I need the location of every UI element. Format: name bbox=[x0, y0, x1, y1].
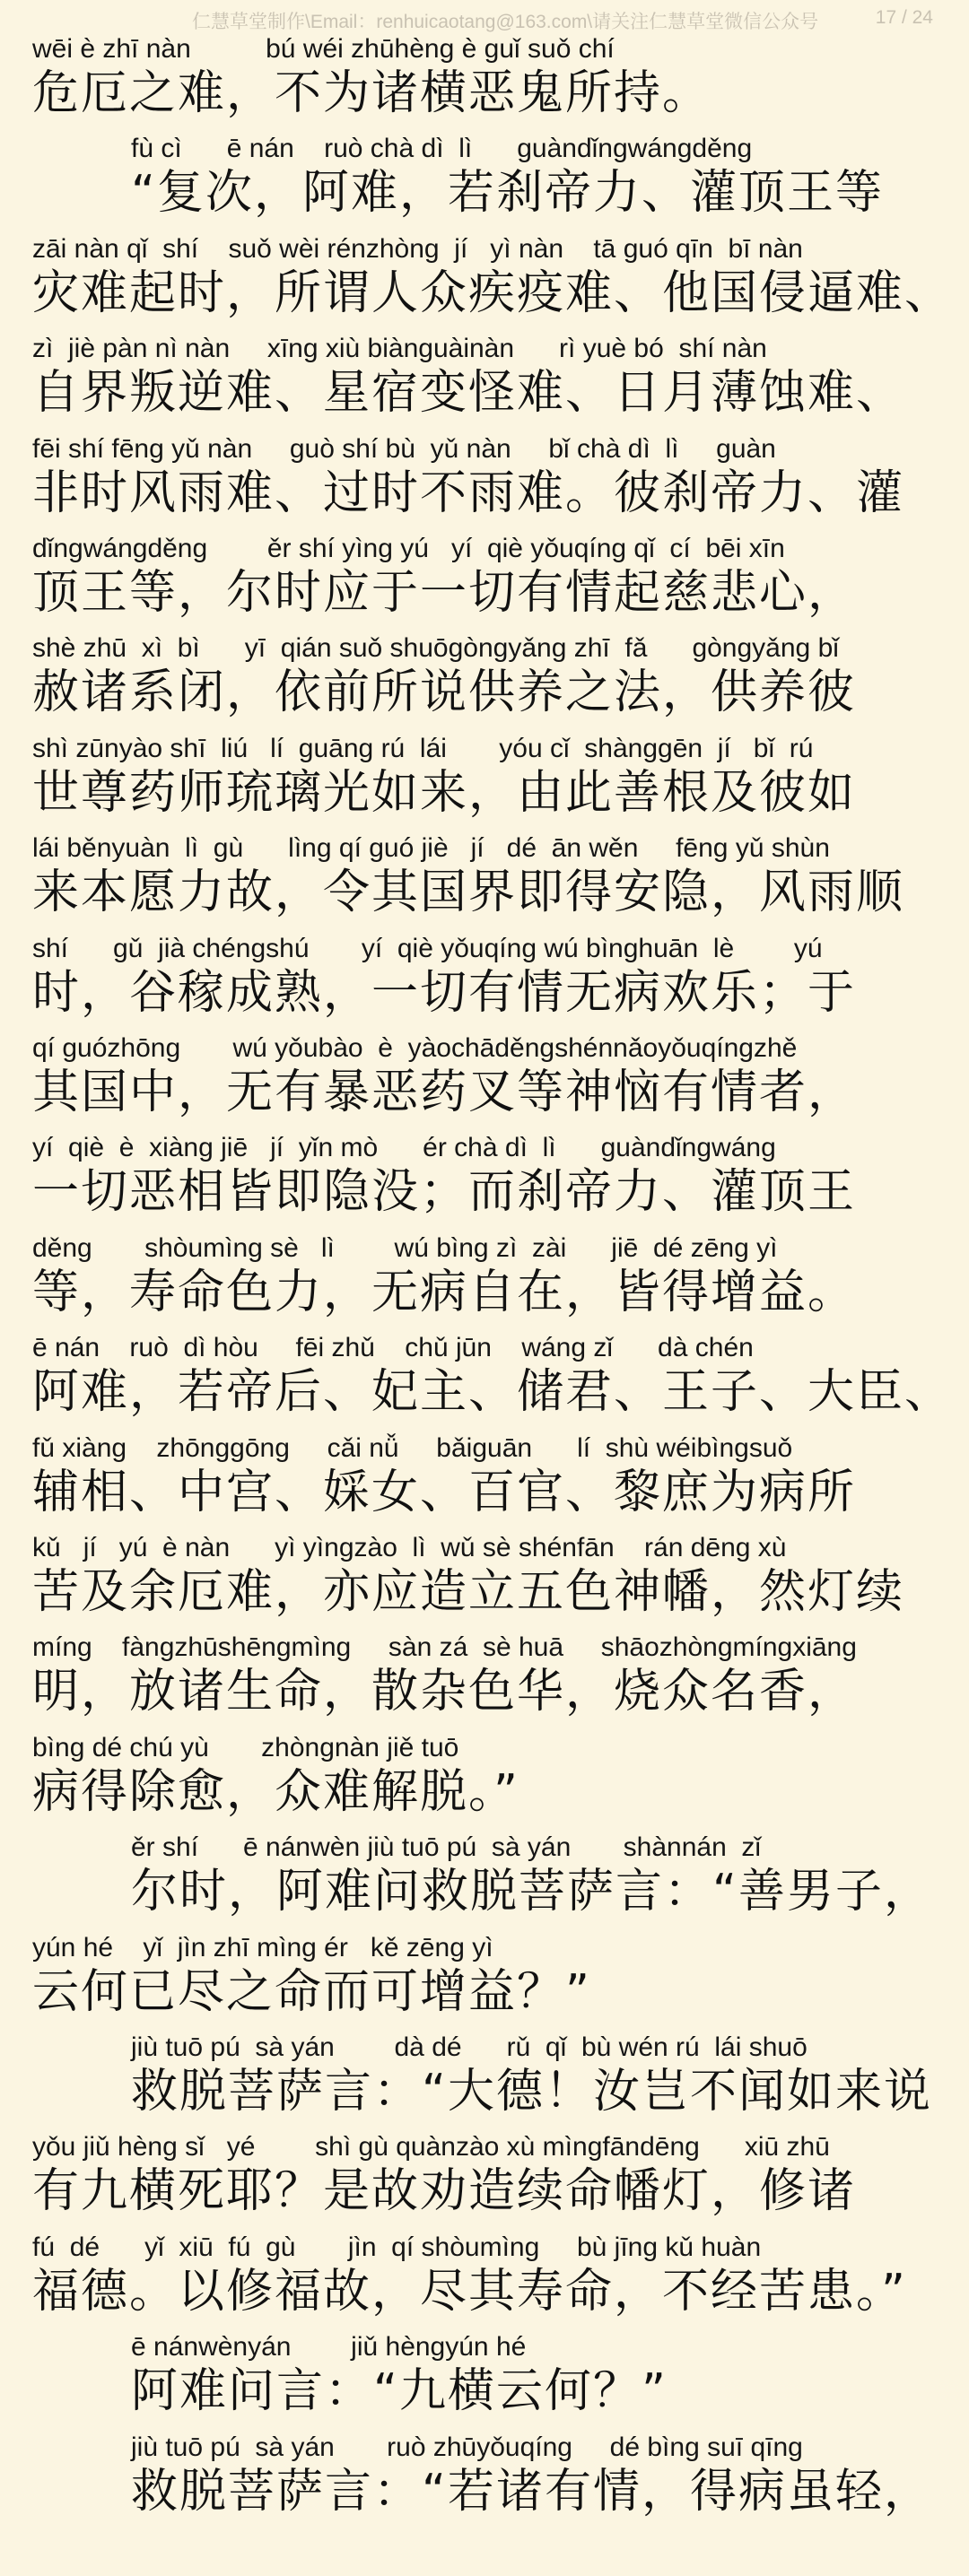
pinyin-annotation: fǔ xiàng zhōnggōng cǎi nǚ bǎiguān lí shù wéibìngsuǒ bbox=[32, 1432, 793, 1463]
scripture-line: 病得除愈，众难解脱。” bbox=[32, 1764, 519, 1819]
pinyin-annotation: bìng dé chú yù zhòngnàn jiě tuō bbox=[32, 1732, 459, 1762]
pinyin-annotation: míng fàngzhūshēngmìng sàn zá sè huā shāozhòngmíngxiāng bbox=[32, 1632, 857, 1663]
pinyin-annotation: yǒu jiǔ hèng sǐ yé shì gù quànzào xù mìngfāndēng xiū zhū bbox=[32, 2132, 830, 2163]
pinyin-annotation: qí guózhōng wú yǒubào è yàochāděngshénnǎoyǒuqíngzhě bbox=[32, 1033, 798, 1063]
scripture-line: 危厄之难，不为诸横恶鬼所持。 bbox=[32, 66, 711, 120]
scripture-line: 时，谷稼成熟，一切有情无病欢乐；于 bbox=[32, 965, 857, 1020]
pinyin-annotation: fú dé yǐ xiū fú gù jìn qí shòumìng bù jīng kǔ huàn bbox=[32, 2232, 762, 2262]
pinyin-annotation: fù cì ē nán ruò chà dì lì guàndǐngwángděng bbox=[131, 134, 753, 164]
pinyin-annotation: shè zhū xì bì yī qián suǒ shuōgòngyǎng zhī fǎ gòngyǎng bǐ bbox=[32, 633, 839, 664]
pinyin-annotation: lái běnyuàn lì gù lìng qí guó jiè jí dé ān wěn fēng yǔ shùn bbox=[32, 833, 830, 864]
scripture-line: 阿难问言：“九横云何？” bbox=[131, 2364, 668, 2419]
pinyin-annotation: kǔ jí yú è nàn yì yìngzào lì wǔ sè shénfān rán dēng xù bbox=[32, 1533, 787, 1562]
scripture-line: 辅相、中宫、婇女、百官、黎庶为病所 bbox=[32, 1465, 857, 1519]
scripture-line: “复次，阿难，若刹帝力、灌顶王等 bbox=[131, 166, 884, 221]
pinyin-annotation: wēi è zhī nàn bú wéi zhūhèng è guǐ suǒ chí bbox=[32, 34, 615, 64]
scripture-line: 顶王等，尔时应于一切有情起慈悲心， bbox=[32, 566, 857, 620]
scripture-line: 救脱菩萨言：“大德！汝岂不闻如来说 bbox=[131, 2065, 932, 2119]
page-indicator: 17 / 24 bbox=[875, 7, 933, 28]
pinyin-annotation: dǐngwángděng ěr shí yìng yú yí qiè yǒuqíng qǐ cí bēi xīn bbox=[32, 534, 785, 563]
scripture-line: 云何已尽之命而可增益？” bbox=[32, 1964, 591, 2019]
scripture-line: 世尊药师琉璃光如来，由此善根及彼如 bbox=[32, 765, 857, 820]
pinyin-annotation: jiù tuō pú sà yán ruò zhūyǒuqíng dé bìng suī qīng bbox=[131, 2432, 803, 2462]
producer-credit: 仁慧草堂制作\Email：renhuicaotang@163.com\请关注仁慧草堂微信公众号 bbox=[192, 12, 819, 32]
scripture-line: 非时风雨难、过时不雨难。彼刹帝力、灌 bbox=[32, 466, 905, 520]
scripture-line: 自界叛逆难、星宿变怪难、日月薄蚀难、 bbox=[32, 366, 905, 421]
pinyin-annotation: fēi shí fēng yǔ nàn guò shí bù yǔ nàn bǐ chà dì lì guàn bbox=[32, 433, 776, 464]
scripture-line: 苦及余厄难，亦应造立五色神幡，然灯续 bbox=[32, 1565, 905, 1619]
scripture-line: 赦诸系闭，依前所说供养之法，供养彼 bbox=[32, 666, 857, 720]
scripture-line: 明，放诸生命，散杂色华，烧众名香， bbox=[32, 1665, 857, 1719]
scripture-line: 灾难起时，所谓人众疾疫难、他国侵逼难、 bbox=[32, 265, 954, 320]
scripture-line: 救脱菩萨言：“若诸有情，得病虽轻， bbox=[131, 2464, 932, 2519]
scripture-line: 尔时，阿难问救脱菩萨言：“善男子， bbox=[131, 1865, 932, 1919]
pinyin-annotation: zì jiè pàn nì nàn xīng xiù biànguàinàn rì yuè bó shí nàn bbox=[32, 334, 767, 364]
pinyin-annotation: ē nán ruò dì hòu fēi zhǔ chǔ jūn wáng zǐ dà chén bbox=[32, 1333, 754, 1363]
scripture-line: 福德。以修福故，尽其寿命，不经苦患。” bbox=[32, 2264, 907, 2319]
scripture-line: 其国中，无有暴恶药叉等神恼有情者， bbox=[32, 1066, 857, 1119]
pinyin-annotation: yún hé yǐ jìn zhī mìng ér kě zēng yì bbox=[32, 1932, 493, 1962]
scripture-line: 一切恶相皆即隐没；而刹帝力、灌顶王 bbox=[32, 1165, 857, 1220]
scripture-line: 有九横死耶？是故劝造续命幡灯，修诸 bbox=[32, 2164, 857, 2219]
scripture-line: 阿难，若帝后、妃主、储君、王子、大臣、 bbox=[32, 1365, 954, 1420]
pinyin-annotation: shì zūnyào shī liú lí guāng rú lái yóu cǐ shànggēn jí bǐ rú bbox=[32, 733, 814, 763]
pinyin-annotation: jiù tuō pú sà yán dà dé rǔ qǐ bù wén rú lái shuō bbox=[131, 2032, 808, 2062]
pinyin-annotation: shí gǔ jià chéngshú yí qiè yǒuqíng wú bìnghuān lè yú bbox=[32, 933, 823, 963]
pinyin-annotation: děng shòumìng sè lì wú bìng zì zài jiē dé zēng yì bbox=[32, 1232, 778, 1263]
scripture-line: 来本愿力故，令其国界即得安隐，风雨顺 bbox=[32, 866, 905, 920]
pinyin-annotation: yí qiè è xiàng jiē jí yǐn mò ér chà dì lì guàndǐngwáng bbox=[32, 1133, 776, 1163]
pinyin-annotation: ē nánwènyán jiǔ hèngyún hé bbox=[131, 2332, 527, 2363]
pinyin-annotation: zāi nàn qǐ shí suǒ wèi rénzhòng jí yì nàn tā guó qīn bī nàn bbox=[32, 233, 803, 264]
scripture-line: 等，寿命色力，无病自在，皆得增益。 bbox=[32, 1265, 857, 1319]
pinyin-annotation: ěr shí ē nánwèn jiù tuō pú sà yán shànnán zǐ bbox=[131, 1832, 762, 1863]
